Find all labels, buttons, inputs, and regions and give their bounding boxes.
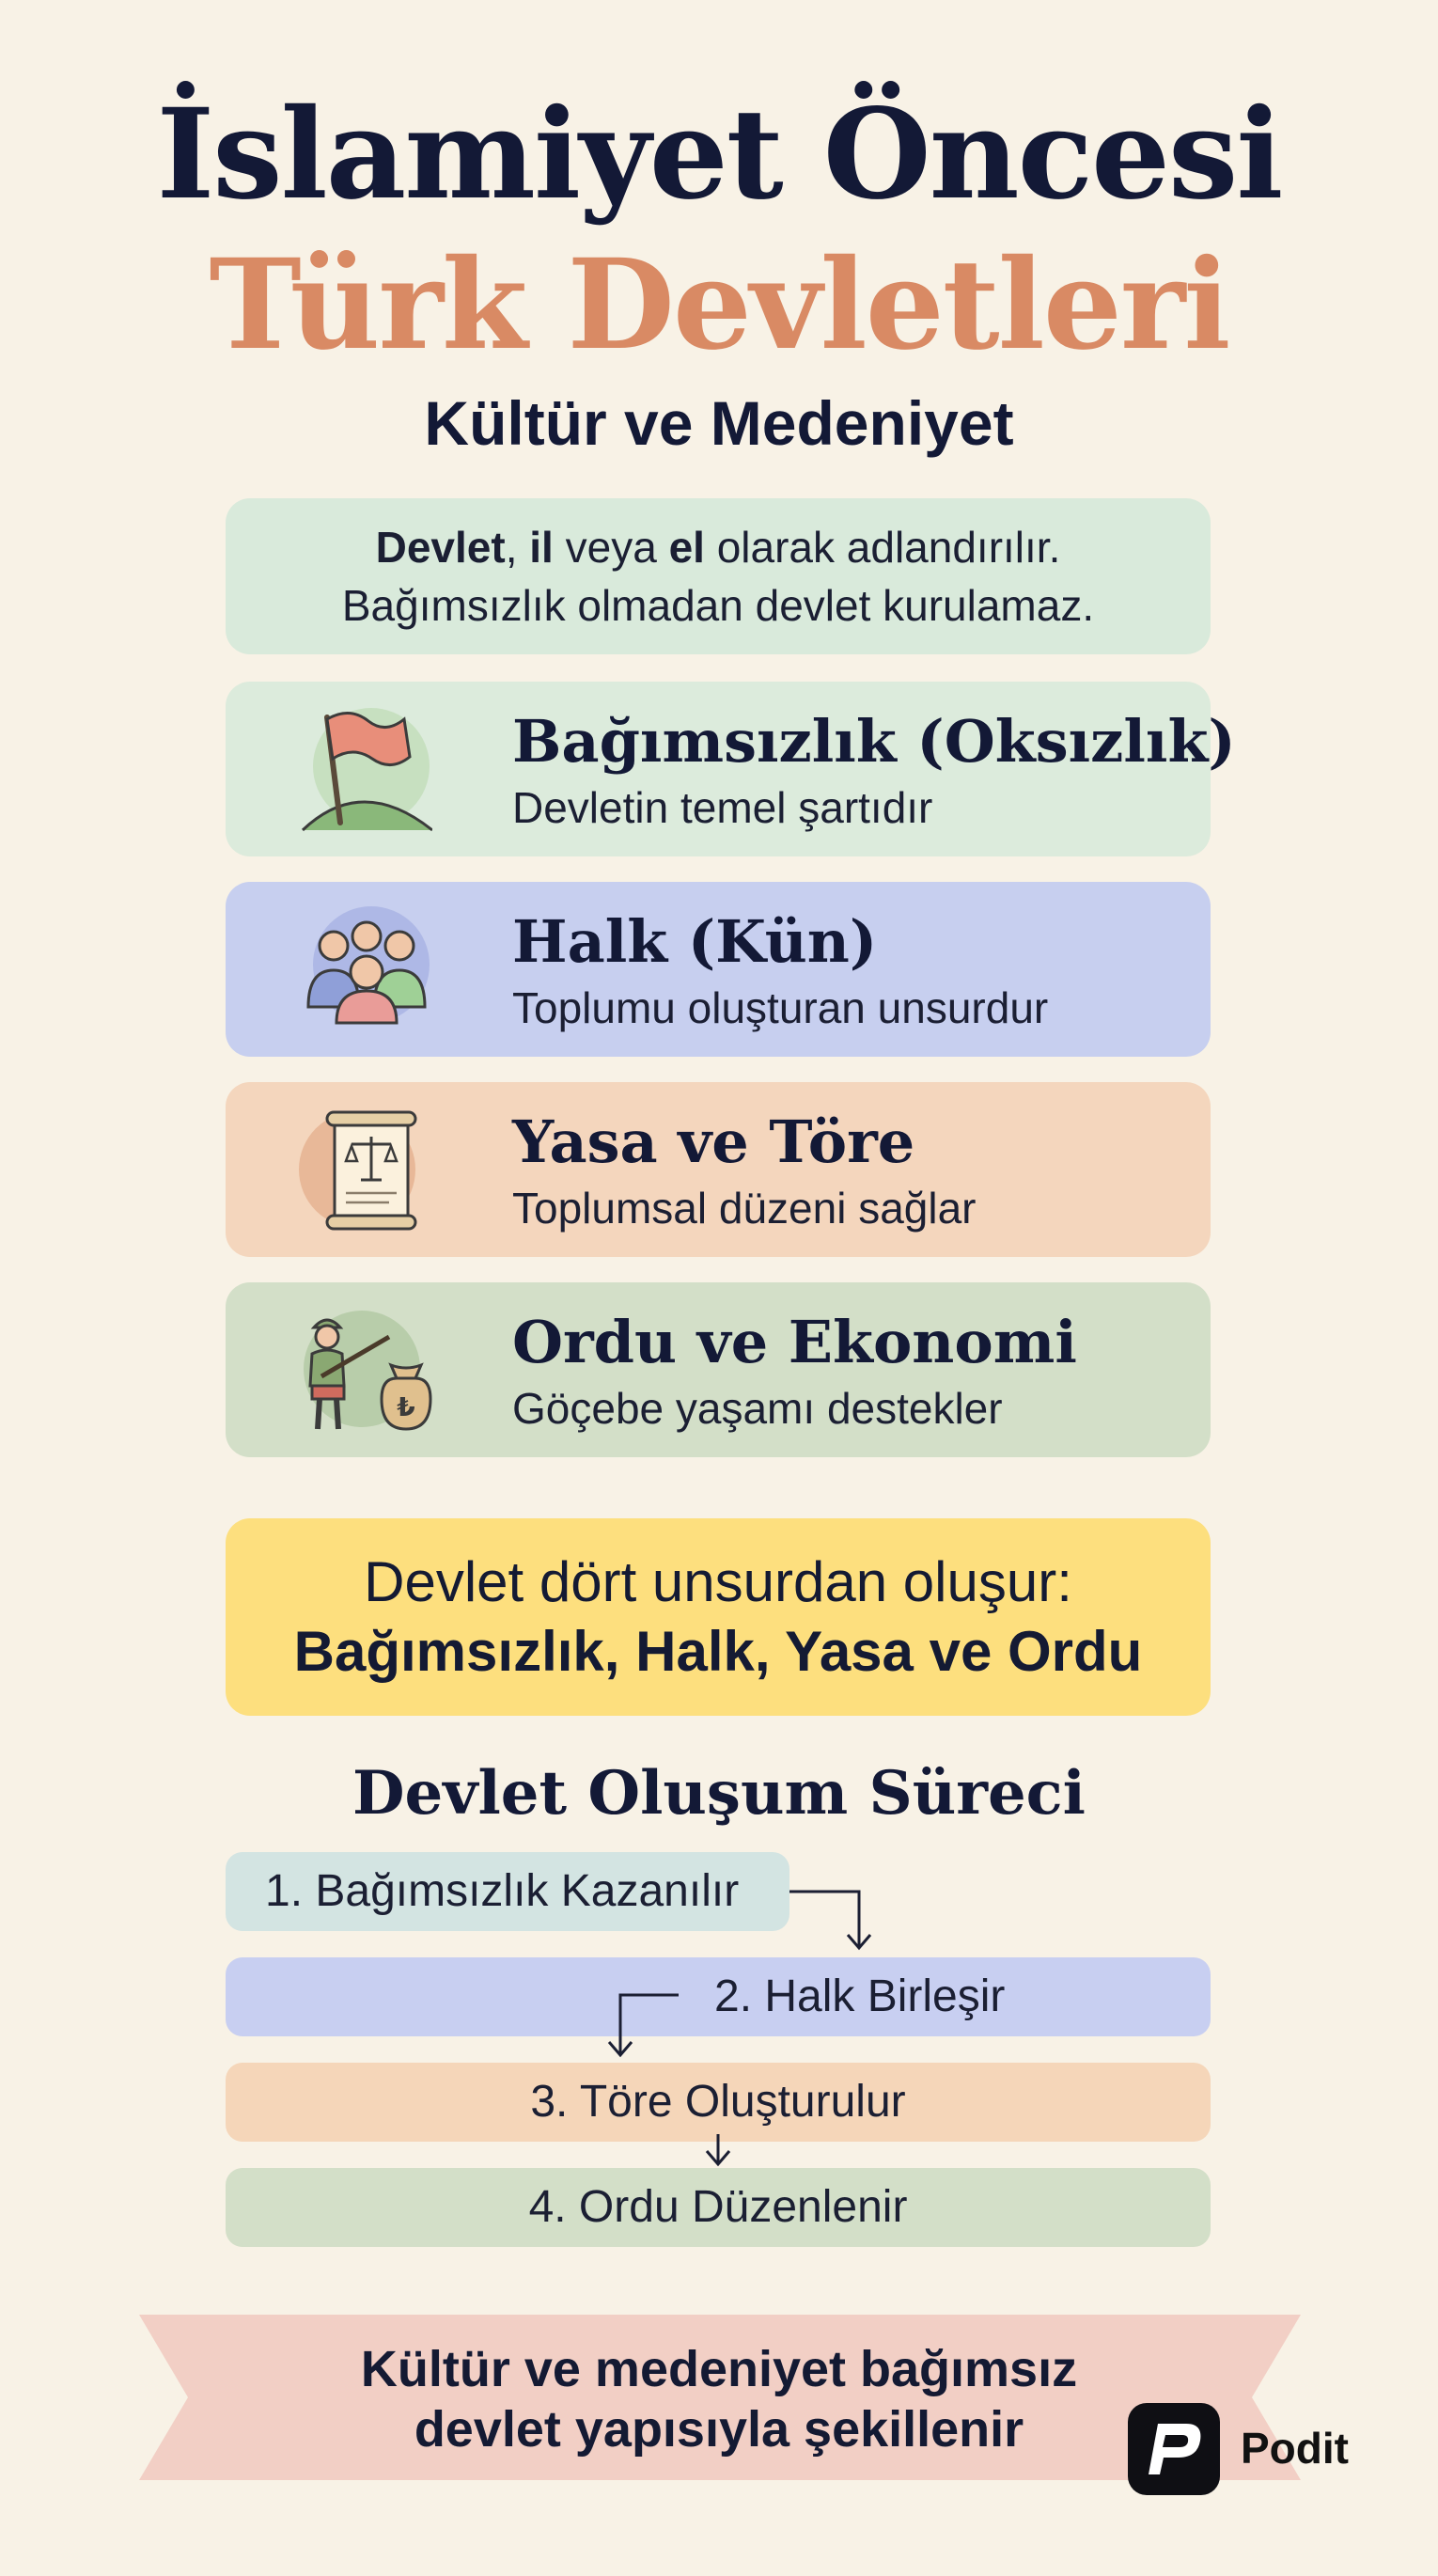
summary-line2: Bağımsızlık, Halk, Yasa ve Ordu	[293, 1620, 1143, 1683]
page-subtitle: Kültür ve Medeniyet	[424, 388, 1014, 458]
card-title: Bağımsızlık (Oksızlık)	[512, 707, 1236, 776]
card-title: Yasa ve Töre	[512, 1107, 915, 1176]
footer-text	[226, 2339, 1212, 2459]
process-title: Devlet Oluşum Süreci	[352, 1758, 1086, 1829]
card-title: Ordu ve Ekonomi	[512, 1308, 1077, 1376]
footer-line1: Kültür ve medeniyet bağımsız	[360, 2341, 1078, 2397]
intro-word-il: il	[529, 523, 554, 572]
process-step-label: 4. Ordu Düzenlenir	[528, 2182, 908, 2232]
card-desc: Toplumu oluşturan unsurdur	[512, 983, 1049, 1032]
podit-logo-icon	[1128, 2403, 1220, 2495]
intro-line2: Bağımsızlık olmadan devlet kurulamaz.	[341, 581, 1095, 630]
arrow-step3-to-step4	[707, 2134, 729, 2164]
page-title-line1: İslamiyet Öncesi	[156, 82, 1282, 228]
svg-text:₺: ₺	[397, 1391, 415, 1422]
card-desc: Göçebe yaşamı destekler	[512, 1384, 1003, 1433]
page-title-line2: Türk Devletleri	[209, 232, 1229, 378]
summary-line1: Devlet dört unsurdan oluşur:	[364, 1550, 1072, 1613]
arrow-step2-to-step3	[609, 1995, 679, 2055]
intro-text-veya: veya	[553, 523, 669, 572]
intro-text-rest: olarak adlandırılır.	[704, 523, 1061, 572]
intro-sep: ,	[505, 523, 530, 572]
intro-word-devlet: Devlet	[375, 523, 506, 572]
brand-name: Podit	[1241, 2424, 1349, 2473]
arrow-step1-to-step2	[789, 1892, 870, 1948]
intro-word-el: el	[668, 523, 705, 572]
footer-line2: devlet yapısıyla şekillenir	[414, 2401, 1024, 2458]
card-title: Halk (Kün)	[512, 907, 878, 976]
card-desc: Devletin temel şartıdır	[512, 783, 933, 832]
process-step-label: 1. Bağımsızlık Kazanılır	[265, 1866, 740, 1916]
process-step-label: 2. Halk Birleşir	[714, 1971, 1006, 2021]
card-desc: Toplumsal düzeni sağlar	[512, 1184, 977, 1233]
process-step-label: 3. Töre Oluşturulur	[530, 2077, 906, 2127]
